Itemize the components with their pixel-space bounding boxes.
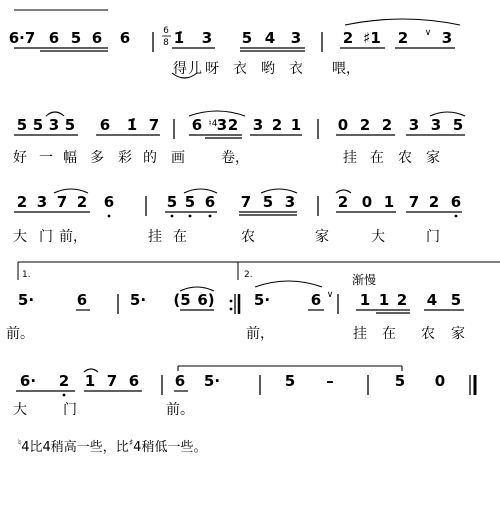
note: 4 xyxy=(264,29,276,47)
lyric: 农 xyxy=(398,150,412,166)
note: 7 xyxy=(56,193,68,211)
lyric: 多 xyxy=(90,150,104,166)
note: 6 xyxy=(191,116,203,134)
note: 1̇ xyxy=(126,116,138,134)
note: 4 xyxy=(426,291,438,309)
score-content xyxy=(6,10,500,418)
lyric: 的 xyxy=(143,150,157,166)
note: 6 xyxy=(99,116,111,134)
note: 5 xyxy=(452,116,464,134)
note: 3 xyxy=(36,193,48,211)
lyric: 挂 xyxy=(343,150,357,166)
lyric: 农 xyxy=(421,326,435,342)
lyric: 家 xyxy=(426,150,440,166)
lyric: 挂 xyxy=(148,229,162,245)
lyric: 家 xyxy=(315,229,329,245)
slur xyxy=(345,19,460,25)
lyric: 在 xyxy=(370,150,384,166)
note: 5 xyxy=(70,29,82,47)
note: 5 xyxy=(64,116,76,134)
note: 6 xyxy=(103,193,115,211)
note: 3 xyxy=(252,116,264,134)
note: 6 xyxy=(174,372,186,390)
breath-mark: ∨ xyxy=(424,28,432,38)
note: 6 xyxy=(91,29,103,47)
note: 3 xyxy=(216,116,228,134)
time-signature-top: 6 xyxy=(163,26,169,36)
lyric: 门 xyxy=(39,229,53,245)
octave-dot xyxy=(209,215,212,218)
natural-sign-icon: ♮ xyxy=(18,438,22,449)
note: 3 xyxy=(201,29,213,47)
note: 5 xyxy=(284,372,296,390)
note: 0 xyxy=(434,372,446,390)
lyric: 彩 xyxy=(118,150,132,166)
lyric: 好 xyxy=(13,150,27,166)
footnote xyxy=(18,436,206,455)
note: 7 xyxy=(240,193,252,211)
breath-mark: ∨ xyxy=(326,290,334,300)
note: 5 xyxy=(450,291,462,309)
note: 6· xyxy=(19,372,37,390)
note: 6 xyxy=(76,291,88,309)
note: 2 xyxy=(428,193,440,211)
note: 1̇ xyxy=(173,29,185,47)
lyric: 前。 xyxy=(6,326,34,342)
note: 6) xyxy=(197,291,215,309)
note: 2 xyxy=(271,116,283,134)
note: 2 xyxy=(76,193,88,211)
footnote-text-3: 稍低一些。 xyxy=(141,440,207,455)
note: 2 xyxy=(337,193,349,211)
note: 6 xyxy=(450,193,462,211)
note: 5 xyxy=(394,372,406,390)
octave-dot xyxy=(171,215,174,218)
octave-dot xyxy=(189,215,192,218)
lyric: 呀 xyxy=(205,61,219,77)
note: 6·7 xyxy=(8,29,36,47)
natural-sign-icon: ♮4 xyxy=(208,119,218,129)
volta-label: 1. xyxy=(22,270,31,280)
note: 3 xyxy=(430,116,442,134)
note: 5 xyxy=(166,193,178,211)
note: 2 xyxy=(359,116,371,134)
note: 5· xyxy=(17,291,35,309)
note: 3 xyxy=(290,29,302,47)
note: 2 xyxy=(397,29,409,47)
note: 7 xyxy=(148,116,160,134)
lyric: 前， xyxy=(59,229,87,245)
octave-dot xyxy=(63,394,66,397)
note: 5 xyxy=(241,29,253,47)
note: 7 xyxy=(408,193,420,211)
octave-dot xyxy=(108,215,111,218)
footnote-digit: 4 xyxy=(21,440,30,455)
note: – xyxy=(326,372,334,390)
footnote-text-1: 比 xyxy=(29,440,43,455)
note: 6 xyxy=(119,29,131,47)
lyric: 门 xyxy=(63,402,77,418)
note: 0 xyxy=(337,116,349,134)
lyric: 一 xyxy=(39,150,53,166)
note: 6 xyxy=(128,372,140,390)
note: 2 xyxy=(16,193,28,211)
repeat-dot xyxy=(230,308,233,311)
note: 3 xyxy=(284,193,296,211)
note: 1 xyxy=(290,116,302,134)
lyric: 衣 xyxy=(289,61,303,77)
note: 5 xyxy=(32,116,44,134)
note: 5 xyxy=(184,193,196,211)
lyric: 儿 xyxy=(188,61,202,77)
lyric: 挂 xyxy=(353,326,367,342)
note: 6 xyxy=(310,291,322,309)
note: ♯1 xyxy=(363,29,381,47)
note: 5· xyxy=(203,372,221,390)
lyric: 画 xyxy=(171,150,185,166)
octave-dot xyxy=(455,215,458,218)
note: 5· xyxy=(253,291,271,309)
lyric: 在 xyxy=(382,326,396,342)
lyric: 卷， xyxy=(221,150,249,166)
note: 1 xyxy=(84,372,96,390)
note: 2 xyxy=(396,291,408,309)
note: 1 xyxy=(378,291,390,309)
lyric: 哟 xyxy=(261,61,275,77)
note: 0 xyxy=(361,193,373,211)
lyric: 家 xyxy=(451,326,465,342)
lyric: 幅 xyxy=(63,150,77,166)
footnote-digit: 4 xyxy=(42,440,51,455)
footnote-digit: 4 xyxy=(133,440,142,455)
lyric: 喂， xyxy=(332,61,360,77)
lyric: 得 xyxy=(173,61,187,77)
slur xyxy=(255,281,322,287)
note: 2 xyxy=(58,372,70,390)
lyric: 门 xyxy=(426,229,440,245)
time-signature-bottom: 8 xyxy=(163,38,169,48)
note: 5· xyxy=(129,291,147,309)
note: 1 xyxy=(383,193,395,211)
tempo-marking: 渐慢 xyxy=(352,273,377,287)
lyric: 大 xyxy=(371,229,385,245)
lyric: 前。 xyxy=(166,402,194,418)
lyric: 农 xyxy=(241,229,255,245)
volta-label: 2. xyxy=(244,270,253,280)
lyric: 大 xyxy=(13,402,27,418)
footnote-text-2: 稍高一些，比 xyxy=(50,440,129,455)
lyric: 衣 xyxy=(233,61,247,77)
lyric: 大 xyxy=(13,229,27,245)
lyric: 在 xyxy=(173,229,187,245)
note: 3 xyxy=(441,29,453,47)
note: 6 xyxy=(204,193,216,211)
note: 2 xyxy=(227,116,239,134)
repeat-dot xyxy=(230,300,233,303)
sharp-sign-icon: ♯ xyxy=(128,438,134,449)
note: 1 xyxy=(359,291,371,309)
note: 7 xyxy=(106,372,118,390)
note: 5 xyxy=(262,193,274,211)
note: 3 xyxy=(408,116,420,134)
note: (5 xyxy=(173,291,191,309)
note: 2 xyxy=(381,116,393,134)
note: 2 xyxy=(342,29,354,47)
lyric: 前， xyxy=(246,326,274,342)
note: 3 xyxy=(48,116,60,134)
note: 6 xyxy=(48,29,60,47)
note: 5 xyxy=(16,116,28,134)
